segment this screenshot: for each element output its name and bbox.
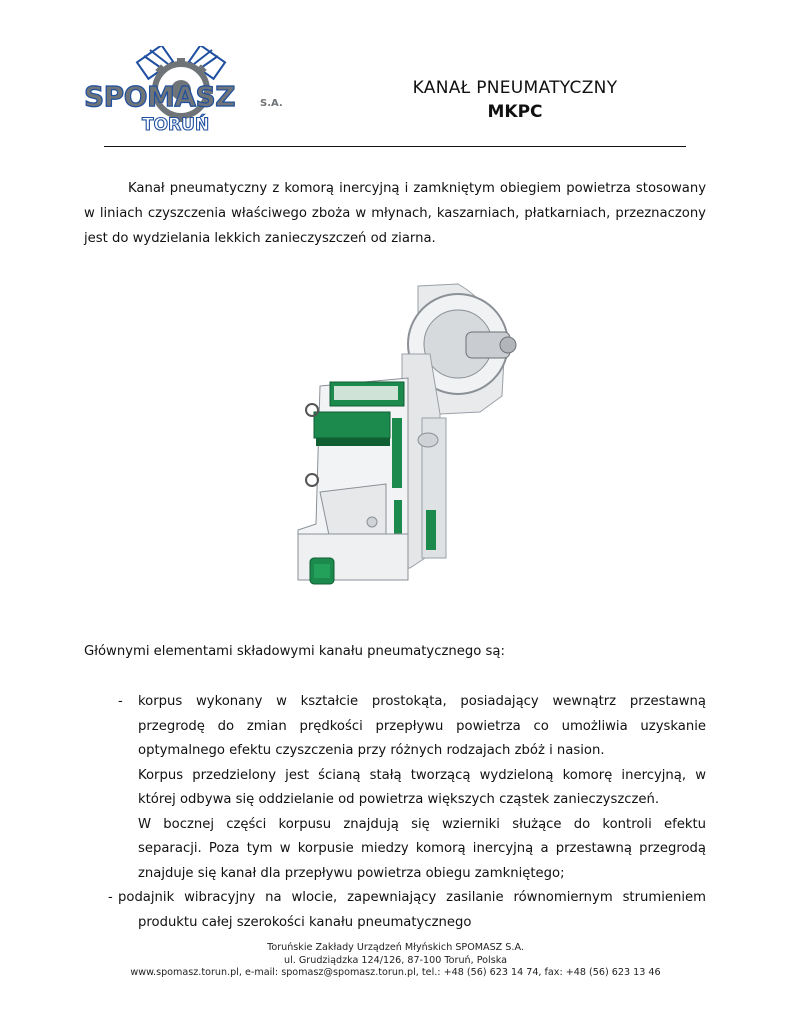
- intro-paragraph: Kanał pneumatyczny z komorą inercyjną i zamkniętym obiegiem powietrza stosowany w liniach czyszczenia właściwego zboża w młynach, kaszarniach, płatkarniach, przeznaczony jest do wydzielania lekkich zanieczyszczeń od ziarna.: [84, 181, 706, 246]
- footer-contact: www.spomasz.torun.pl, e-mail: spomasz@spomasz.torun.pl, tel.: +48 (56) 623 14 74, fax: +48 (56) 623 13 46: [130, 967, 661, 978]
- components-list: - korpus wykonany w kształcie prostokąta, posiadający wewnątrz przestawną przegrodę do zmian prędkości przepływu powietrza co umożliwia uzyskanie optymalnego efektu czyszczenia przy różnych rodzajach zbóż i nasion. Korpus przedzielony jest ścianą stałą tworzącą wydzieloną komorę inercyjną, w której odbywa się oddzielanie od powietrza większych cząstek zanieczyszczeń. W bocznej części korpusu znajdują się wzierniki służące do kontroli efektu separacji. Poza tym w korpusie miedzy komorą inercyjną a przestawną przegrodą znajduje się kanał dla przepływu powietrza obiegu zamkniętego; - podajnik wibracyjny na wlocie, zapewniający zasilanie równomiernym strumieniem produktu całej szerokości kanału pneumatycznego: [118, 690, 706, 935]
- components-heading: Głównymi elementami składowymi kanału pneumatycznego są:: [84, 644, 505, 659]
- logo-city: TORUŃ: [142, 115, 210, 135]
- page-title: KANAŁ PNEUMATYCZNY: [412, 78, 618, 98]
- header-divider: [104, 146, 686, 147]
- logo-wordmark: SPOMASZ: [84, 80, 235, 113]
- list-bullet: -: [118, 694, 123, 709]
- model-name: MKPC: [487, 102, 543, 122]
- list-item: - podajnik wibracyjny na wlocie, zapewniający zasilanie równomiernym strumieniem: [108, 886, 706, 911]
- spomasz-logo: [80, 46, 290, 138]
- machine-photo: [290, 278, 530, 612]
- document-title: [360, 78, 670, 122]
- page-footer: [0, 942, 791, 980]
- footer-address: ul. Grudziądzka 124/126, 87-100 Toruń, Polska: [284, 954, 507, 966]
- list-bullet: -: [108, 890, 113, 905]
- list-item: - korpus wykonany w kształcie prostokąta, posiadający wewnątrz przestawną: [118, 690, 706, 715]
- footer-company: Toruńskie Zakłady Urządzeń Młyńskich SPOMASZ S.A.: [267, 942, 524, 953]
- logo-suffix: S.A.: [260, 98, 283, 109]
